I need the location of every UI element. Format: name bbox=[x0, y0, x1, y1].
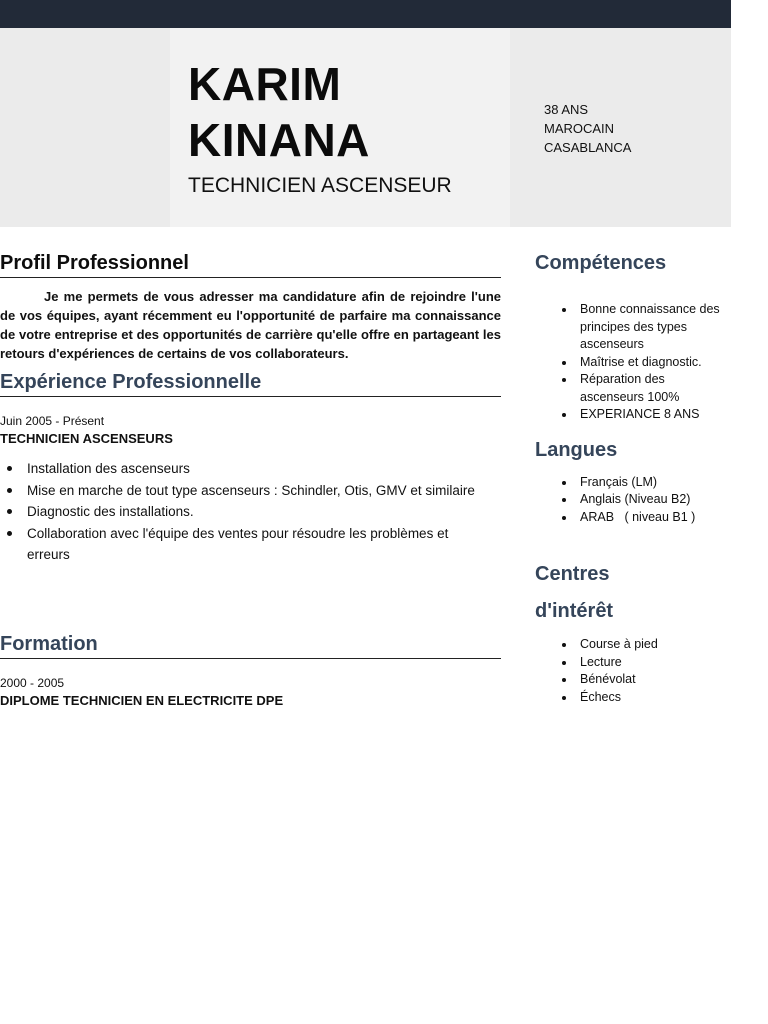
skills-section bbox=[535, 250, 731, 424]
list-item: Mise en marche de tout type ascenseurs : Schindler, Otis, GMV et similaire bbox=[27, 480, 501, 502]
experience-role: TECHNICIEN ASCENSEURS bbox=[0, 431, 173, 446]
list-item: Diagnostic des installations. bbox=[27, 501, 501, 523]
profile-text: Je me permets de vous adresser ma candidature afin de rejoindre l'une de vos équipes, ayant récemment eu l'opportunité de parfaire ma connaissance de votre entreprise et des opportunités de carrière qu'elle offre en partageant les retours d'expériences de certains de vos collaborateurs. bbox=[0, 289, 501, 361]
education-section bbox=[0, 631, 501, 710]
list-item: Installation des ascenseurs bbox=[27, 458, 501, 480]
skills-list bbox=[535, 301, 731, 424]
languages-heading: Langues bbox=[535, 438, 618, 461]
languages-list bbox=[535, 474, 731, 527]
personal-info bbox=[544, 100, 631, 157]
list-item: Français (LM) bbox=[580, 474, 731, 492]
education-degree: DIPLOME TECHNICIEN EN ELECTRICITE DPE bbox=[0, 693, 284, 708]
list-item: EXPERIANCE 8 ANS bbox=[580, 406, 731, 424]
profile-section bbox=[0, 250, 501, 363]
city-text: CASABLANCA bbox=[544, 140, 632, 155]
interests-heading-line1: Centres bbox=[535, 563, 610, 585]
candidate-last-name: KINANA bbox=[188, 114, 370, 166]
education-heading: Formation bbox=[0, 631, 501, 659]
experience-heading: Expérience Professionnelle bbox=[0, 369, 501, 397]
list-item: Bonne connaissance des principes des types ascenseurs bbox=[580, 301, 731, 354]
languages-section bbox=[535, 437, 731, 527]
main-column bbox=[0, 250, 501, 708]
nationality-text: MAROCAIN bbox=[544, 121, 615, 136]
experience-section bbox=[0, 369, 501, 566]
list-item: Échecs bbox=[580, 689, 731, 707]
list-item: Course à pied bbox=[580, 636, 731, 654]
skills-heading: Compétences bbox=[535, 252, 667, 274]
experience-list bbox=[0, 458, 501, 566]
sidebar-column bbox=[535, 250, 731, 706]
experience-date: Juin 2005 - Présent bbox=[0, 414, 105, 428]
profile-heading: Profil Professionnel bbox=[0, 250, 501, 278]
interests-section bbox=[535, 556, 731, 706]
education-date: 2000 - 2005 bbox=[0, 676, 65, 690]
list-item: Bénévolat bbox=[580, 671, 731, 689]
list-item: Lecture bbox=[580, 654, 731, 672]
list-item: Collaboration avec l'équipe des ventes pour résoudre les problèmes et erreurs bbox=[27, 523, 501, 566]
job-title: TECHNICIEN ASCENSEUR bbox=[188, 174, 452, 197]
list-item: Maîtrise et diagnostic. bbox=[580, 354, 731, 372]
candidate-first-name: KARIM bbox=[188, 58, 342, 110]
interests-heading-line2: d'intérêt bbox=[535, 600, 614, 622]
age-text: 38 ANS bbox=[544, 102, 589, 117]
interests-list bbox=[535, 636, 731, 706]
top-bar bbox=[0, 0, 731, 28]
interests-heading bbox=[535, 556, 731, 630]
list-item: ARAB ( niveau B1 ) bbox=[580, 509, 731, 527]
list-item: Réparation des ascenseurs 100% bbox=[580, 371, 731, 406]
list-item: Anglais (Niveau B2) bbox=[580, 491, 731, 509]
